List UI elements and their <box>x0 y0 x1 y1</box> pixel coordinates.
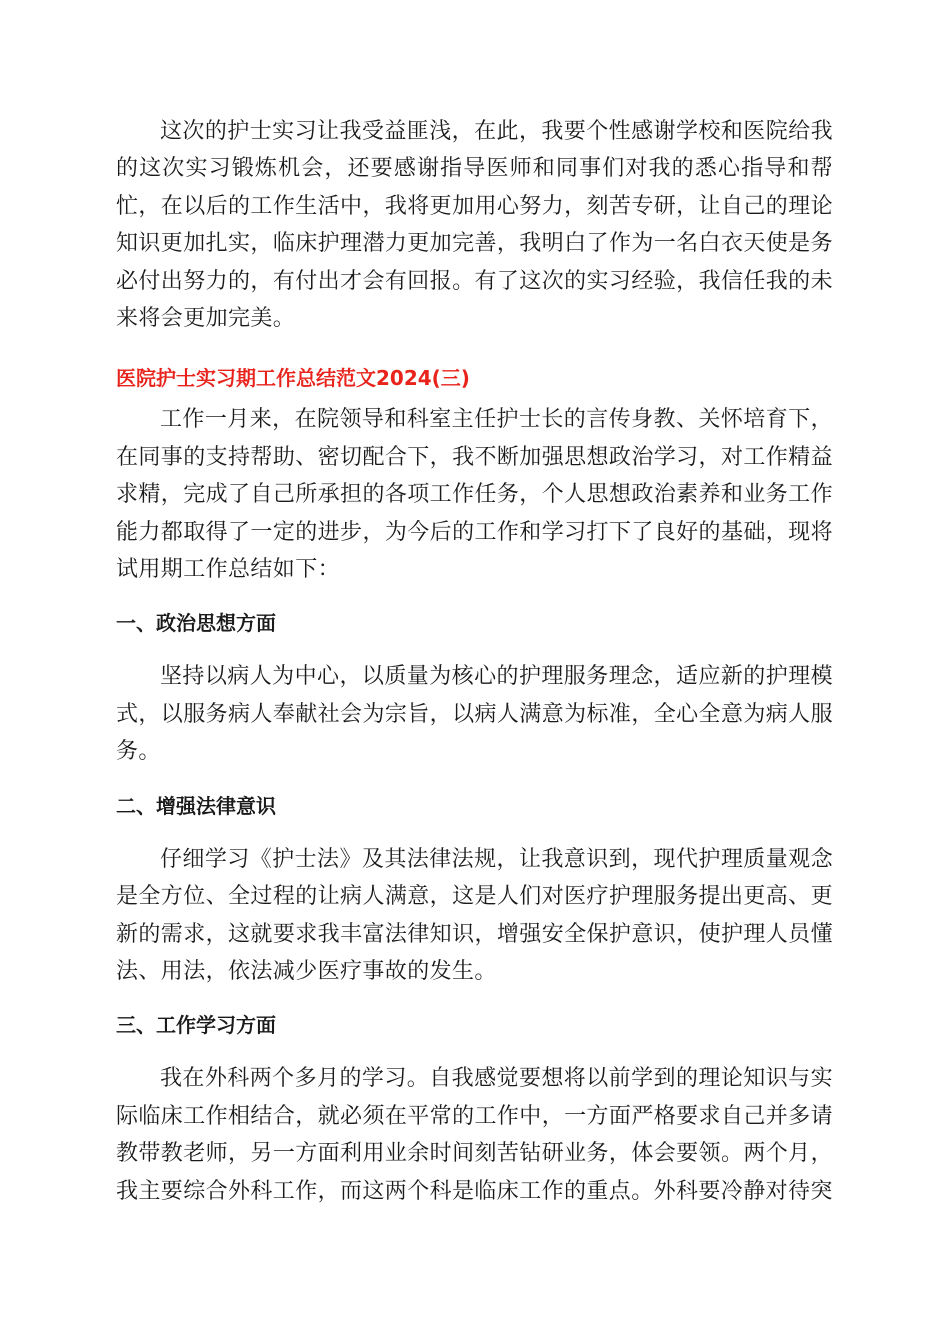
spacer <box>116 821 833 841</box>
spacer <box>116 337 833 363</box>
subsection-heading-work-study: 三、工作学习方面 <box>116 1013 276 1038</box>
spacer <box>116 771 833 791</box>
spacer <box>116 990 833 1010</box>
subsection-heading-politics: 一、政治思想方面 <box>116 611 276 636</box>
subsection-body-politics: 坚持以病人为中心，以质量为核心的护理服务理念，适应新的护理模式，以服务病人奉献社会为宗旨，以病人满意为标准，全心全意为病人服务。 <box>116 664 833 765</box>
section-intro-paragraph: 工作一月来，在院领导和科室主任护士长的言传身教、关怀培育下，在同事的支持帮助、密切配合下，我不断加强思想政治学习，对工作精益求精，完成了自己所承担的各项工作任务，个人思想政治素养和业务工作能力都取得了一定的进步，为今后的工作和学习打下了良好的基础，现将试用期工作总结如下： <box>116 407 833 583</box>
subsection-body-law: 仔细学习《护士法》及其法律法规，让我意识到，现代护理质量观念是全方位、全过程的让病人满意，这是人们对医疗护理服务提出更高、更新的需求，这就要求我丰富法律知识，增强安全保护意识，使护理人员懂法、用法，依法减少医疗事故的发生。 <box>116 846 833 984</box>
spacer <box>116 588 833 608</box>
spacer <box>116 1040 833 1060</box>
intro-paragraph: 这次的护士实习让我受益匪浅，在此，我要个性感谢学校和医院给我的这次实习锻炼机会，还要感谢指导医师和同事们对我的悉心指导和帮忙，在以后的工作生活中，我将更加用心努力，刻苦专研，让自己的理论知识更加扎实，临床护理潜力更加完善，我明白了作为一名白衣天使是务必付出努力的，有付出才会有回报。有了这次的实习经验，我信任我的未来将会更加完美。 <box>116 119 833 332</box>
document-page <box>116 113 833 1210</box>
section-title: 医院护士实习期工作总结范文2024(三) <box>116 366 470 391</box>
spacer <box>116 638 833 658</box>
subsection-body-work-study: 我在外科两个多月的学习。自我感觉要想将以前学到的理论知识与实际临床工作相结合，就必须在平常的工作中，一方面严格要求自己并多请教带教老师，另一方面利用业余时间刻苦钻研业务，体会要领。两个月，我主要综合外科工作，而这两个科是临床工作的重点。外科要冷静对待突 <box>116 1066 833 1204</box>
subsection-heading-law: 二、增强法律意识 <box>116 793 276 818</box>
spacer <box>116 393 833 401</box>
